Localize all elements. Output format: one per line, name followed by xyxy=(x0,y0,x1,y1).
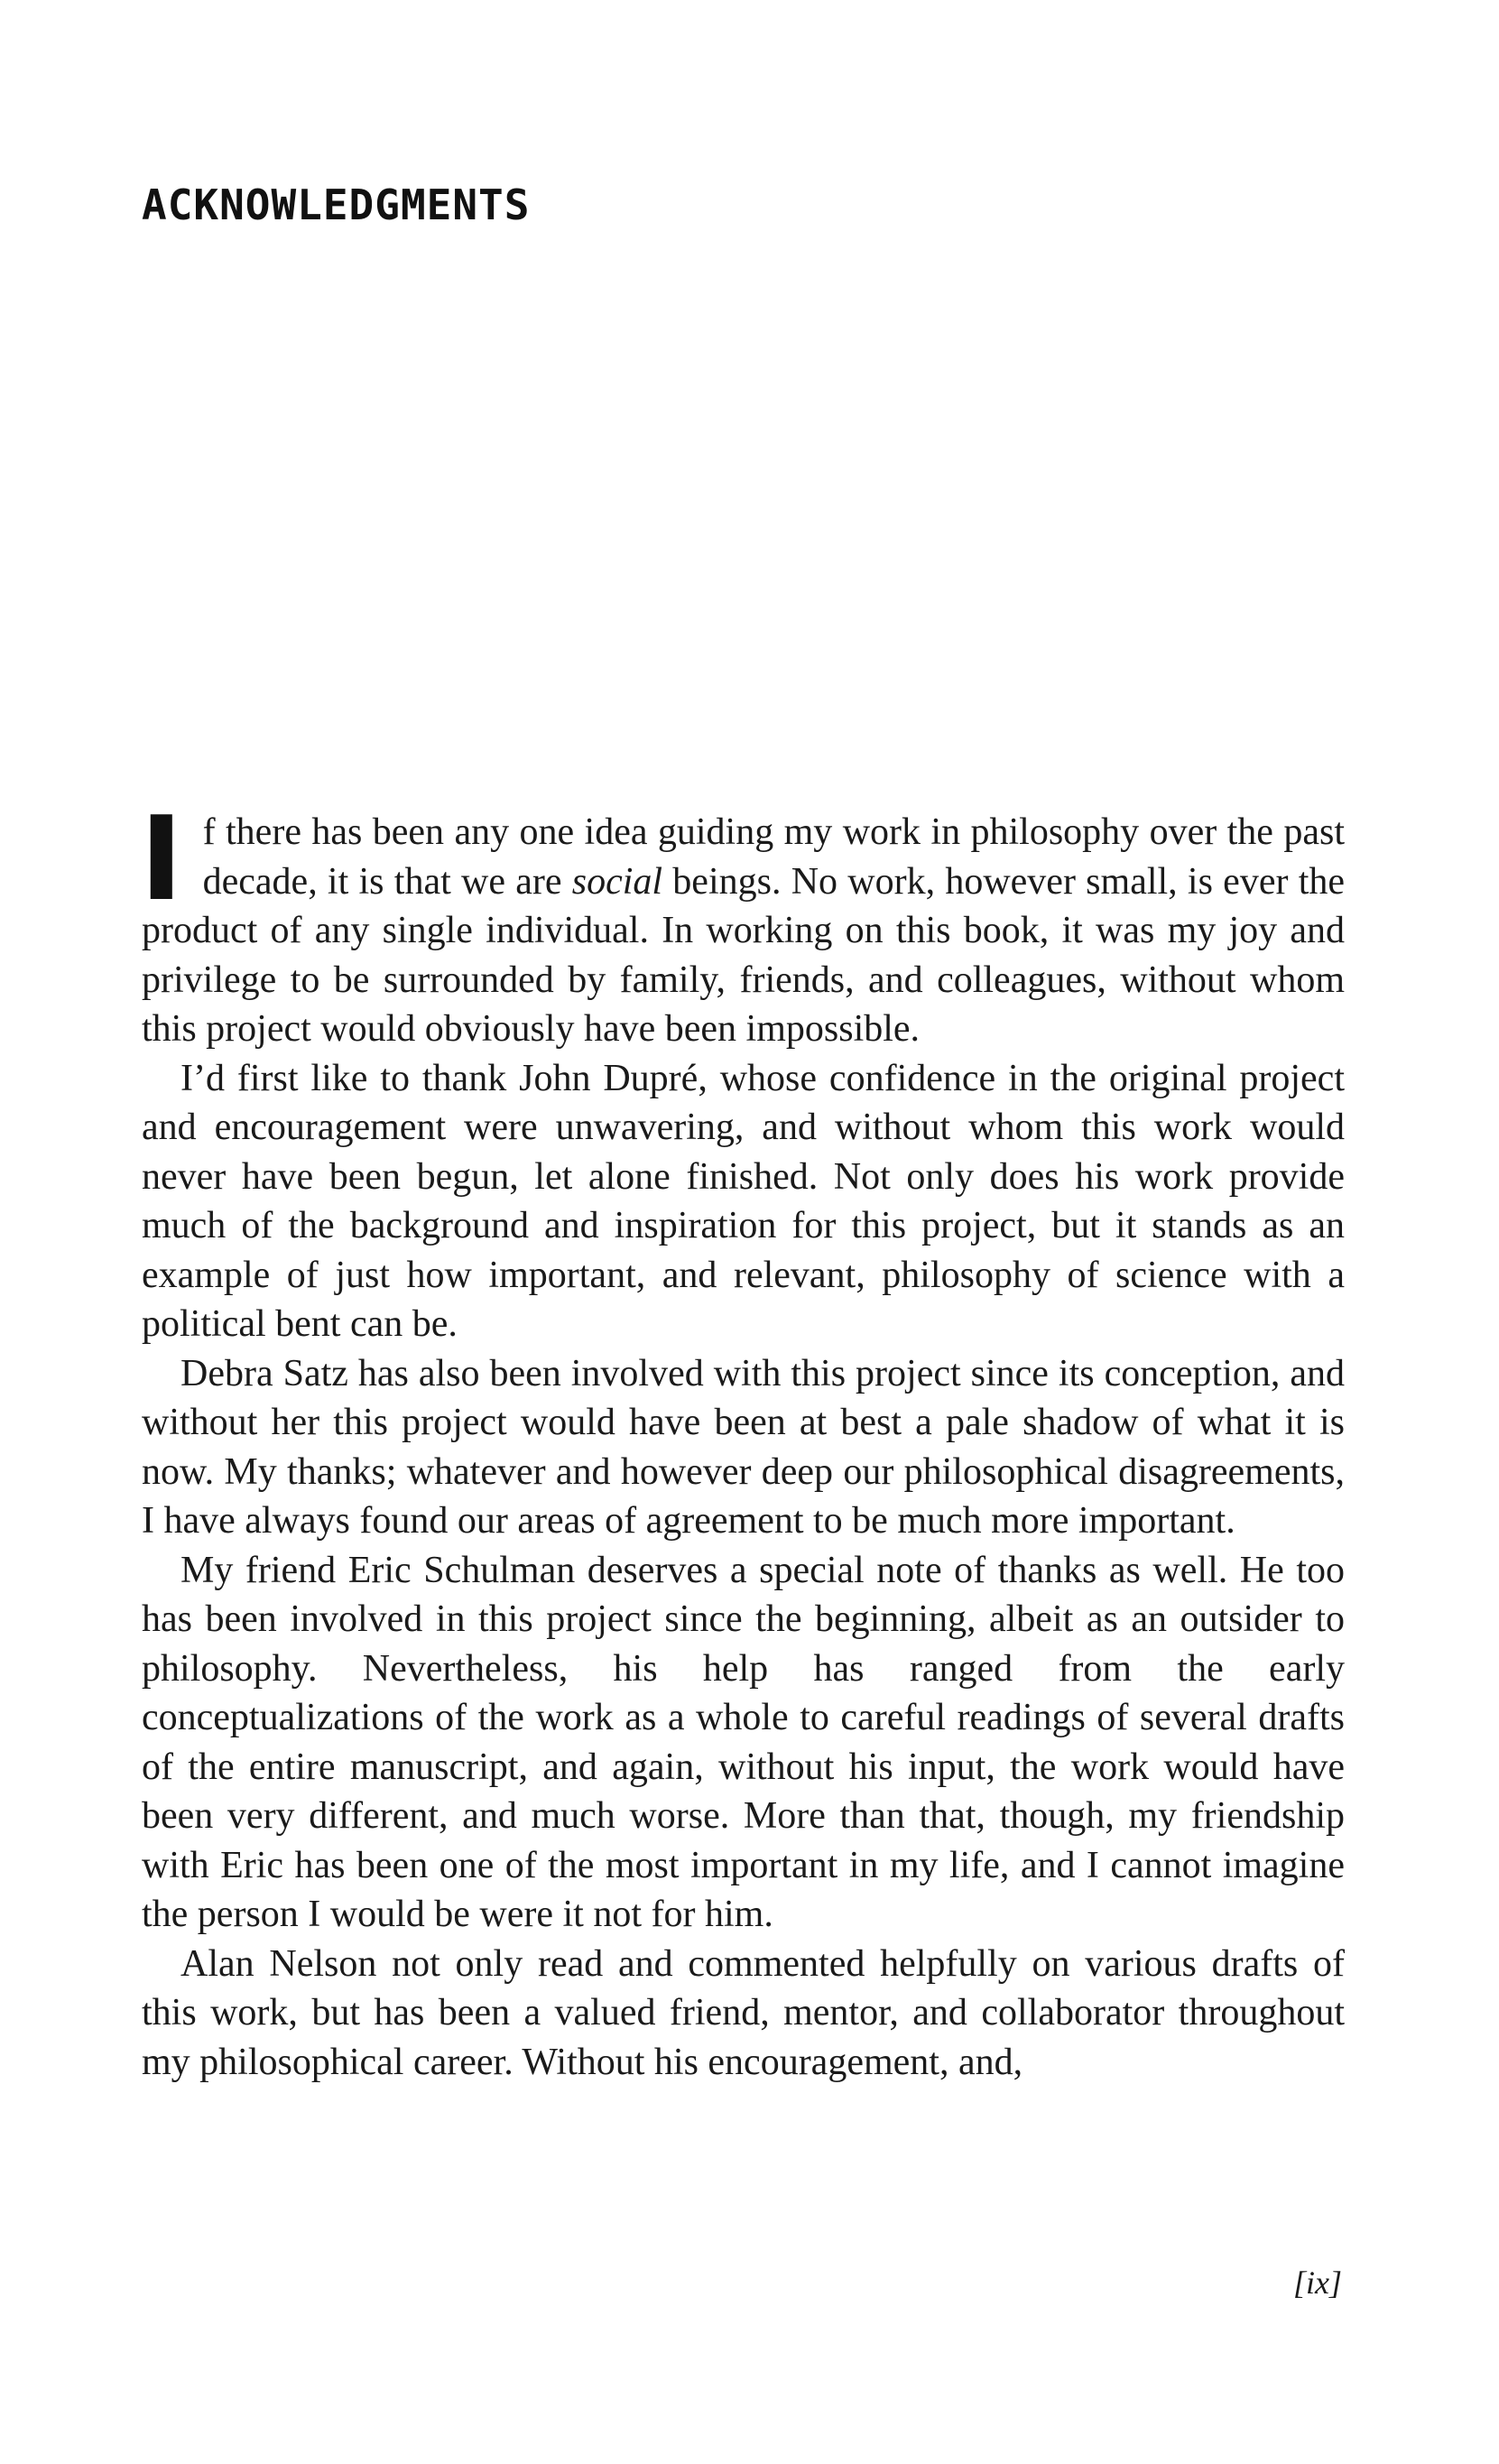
paragraph-1-text-a: f there has been any one idea guiding my work in philosophy over the past decade, it is that we are xyxy=(202,811,1345,903)
paragraph-1-text-b: beings. No work, however small, is ever the product of any single individual. In working on this book, it was my joy and privilege to be surrounded by family, friends, and colleagues, without whom this project would obviously have been impossible. xyxy=(142,860,1346,1050)
drop-cap: I xyxy=(140,792,183,927)
chapter-heading: ACKNOWLEDGMENTS xyxy=(142,181,531,229)
paragraph-2: I’d first like to thank John Dupré, whose confidence in the original project and encouragement were unwavering, and without whom this work would never have been begun, let alone finished. Not only does his work provide much of the background and inspiration for this project, but it stands as an example of just how important, and relevant, philosophy of science with a political bent can be. xyxy=(142,1057,1345,1345)
paragraph-5: Alan Nelson not only read and commented helpfully on various drafts of this work, but has been a valued friend, mentor, and collaborator throughout my philosophical career. Without his encouragement, and, xyxy=(142,1942,1345,2083)
paragraph-3: Debra Satz has also been involved with this project since its conception, and without her this project would have been at best a pale shadow of what it is now. My thanks; whatever and however deep our philosophical disagreements, I have always found our areas of agreement to be much more important. xyxy=(142,1352,1345,1542)
page-number: [ix] xyxy=(1293,2265,1342,2301)
body-text xyxy=(140,792,1346,2087)
emphasized-word: social xyxy=(571,860,663,903)
paragraph-4: My friend Eric Schulman deserves a special note of thanks as well. He too has been involved in this project since the beginning, albeit as an outsider to philosophy. Nevertheless, his help has ranged from the early conceptualizations of the work as a whole to careful readings of several drafts of the entire manuscript, and again, without his input, the work would have been very different, and much worse. More than that, though, my friendship with Eric has been one of the most important in my life, and I cannot imagine the person I would be were it not for him. xyxy=(142,1549,1345,1935)
paragraph-1 xyxy=(140,792,1346,1054)
